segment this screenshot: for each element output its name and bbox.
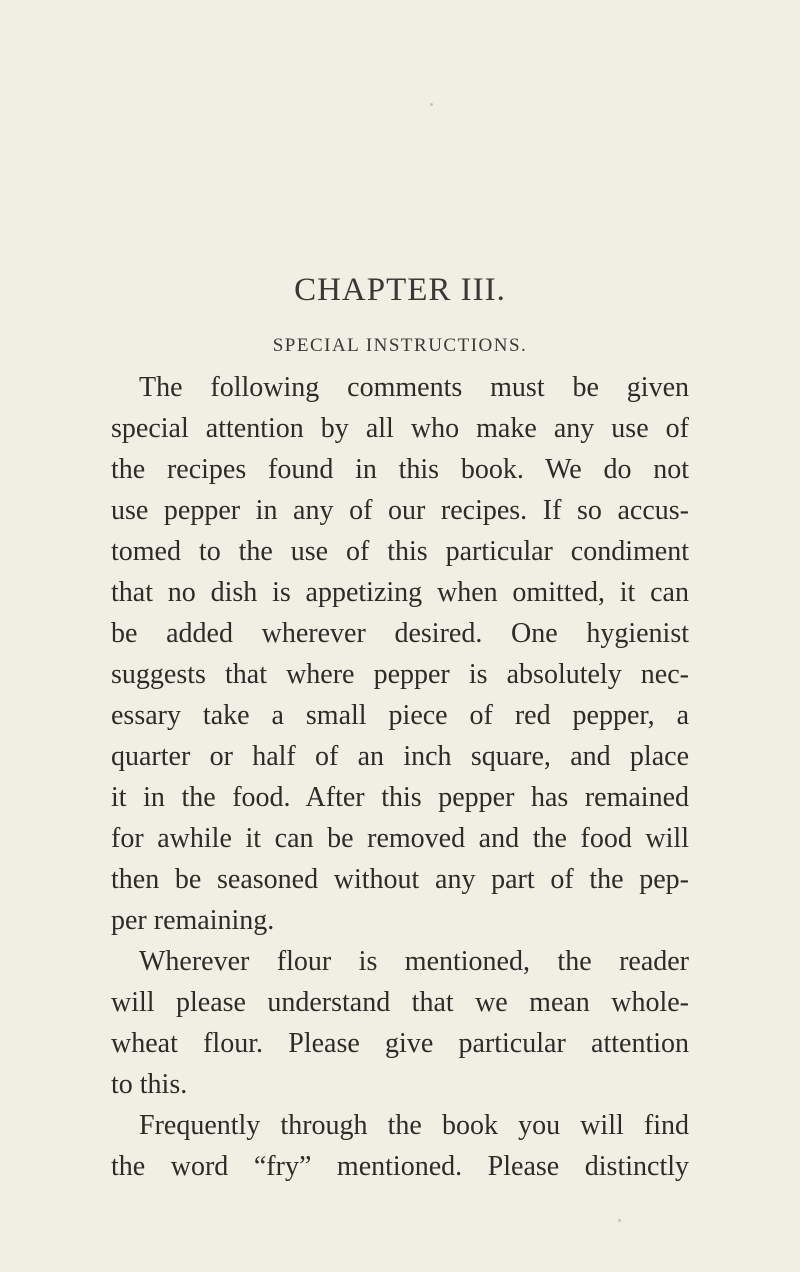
text-line: special attention by all who make any use of [111,413,689,444]
text-line: be added wherever desired. One hygienist [111,618,689,649]
section-title: SPECIAL INSTRUCTIONS. [272,335,528,356]
text-line: wheat flour. Please give particular attention [111,1028,689,1059]
text-line: quarter or half of an inch square, and place [111,741,689,772]
text-line: it in the food. After this pepper has remained [111,782,689,813]
text-line: the word “fry” mentioned. Please distinctly [111,1151,689,1182]
paper-speck [430,103,433,106]
text-line: to this. [111,1069,188,1100]
text-line: the recipes found in this book. We do not [111,454,689,485]
text-line: tomed to the use of this particular condiment [111,536,689,567]
text-line: that no dish is appetizing when omitted, it can [111,577,689,608]
text-line: suggests that where pepper is absolutely nec- [111,659,689,690]
paper-speck [618,1219,621,1222]
text-line: Frequently through the book you will find [139,1110,689,1141]
text-line: per remaining. [111,905,275,936]
text-line: then be seasoned without any part of the pep- [111,864,689,895]
text-line: use pepper in any of our recipes. If so accus- [111,495,689,526]
text-line: essary take a small piece of red pepper, a [111,700,689,731]
text-line: The following comments must be given [139,372,689,403]
text-line: for awhile it can be removed and the food will [111,823,689,854]
chapter-title: CHAPTER III. [294,272,506,308]
text-line: will please understand that we mean whole- [111,987,689,1018]
text-line: Wherever flour is mentioned, the reader [139,946,689,977]
